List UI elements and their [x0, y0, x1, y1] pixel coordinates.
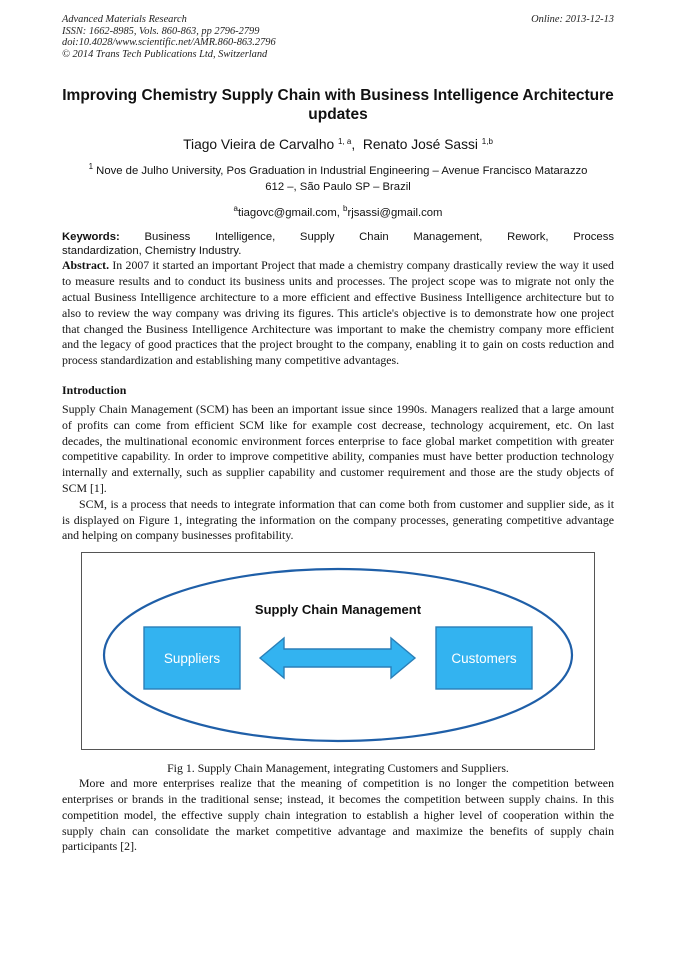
- author-2-affiliation-mark: 1,b: [481, 137, 493, 147]
- customers-label: Customers: [451, 651, 517, 667]
- figure-1-caption: Fig 1. Supply Chain Management, integrating Customers and Suppliers.: [167, 761, 509, 776]
- figure-title: Supply Chain Management: [254, 602, 422, 618]
- author-separator: ,: [351, 137, 356, 153]
- keywords-block: [62, 231, 614, 258]
- online-date: Online: 2013-12-13: [531, 14, 614, 25]
- copyright-line: © 2014 Trans Tech Publications Ltd, Switzerland: [62, 48, 268, 60]
- abstract-label: Abstract.: [62, 258, 110, 273]
- abstract: [62, 258, 614, 369]
- email-mark-b: b: [343, 204, 348, 214]
- keywords-line-1: Business Intelligence, Supply Chain Management, Rework, Process: [144, 231, 615, 244]
- intro-paragraph-3: More and more enterprises realize that the meaning of competition is no longer the competition between enterprises or brands in the traditional sense; instead, it becomes the competition between supply chains. In this competition model, the effective supply chain integration to establish a higher level of cooperation within the supply chain can consolidate the market competitive advantage and maximize the benefits of supply chain participants [2].: [62, 776, 614, 854]
- section-heading-introduction: Introduction: [62, 382, 127, 397]
- email-mark-a: a: [233, 204, 238, 214]
- keywords-line-2: standardization, Chemistry Industry.: [62, 244, 242, 257]
- author-2: Renato José Sassi: [362, 137, 478, 153]
- scm-diagram: [82, 553, 594, 749]
- suppliers-label: Suppliers: [163, 651, 221, 667]
- issn-line: ISSN: 1662-8985, Vols. 860-863, pp 2796-2799: [62, 25, 260, 37]
- affiliation: [62, 159, 614, 195]
- email-2[interactable]: rjsassi@gmail.com: [347, 207, 443, 220]
- affiliation-line-1: Nove de Julho University, Pos Graduation in Industrial Engineering – Avenue Francisco Matarazzo: [96, 165, 588, 178]
- intro-paragraph-1: Supply Chain Management (SCM) has been an important issue since 1990s. Managers realized that a large amount of profits can come from efficient SCM like for example cost decrease, technology acquirement, etc. On last decades, the multinational economic environment forces enterprise to face global market competition with greater competitive capability. In order to improve competitive ability, companies must have better production technology internally and externally, such as supplier capability and customer requirement and those are the study objects of SCM [1].: [62, 401, 614, 495]
- keywords-label: Keywords:: [62, 231, 120, 244]
- author-1-affiliation-mark: 1, a: [338, 137, 352, 147]
- doi-line: doi:10.4028/www.scientific.net/AMR.860-863.2796: [62, 37, 276, 49]
- journal-name: Advanced Materials Research: [62, 14, 187, 25]
- figure-1: [81, 552, 595, 750]
- affiliation-number: 1: [88, 162, 94, 172]
- email-1[interactable]: tiagovc@gmail.com,: [238, 207, 340, 220]
- author-line: [62, 133, 614, 153]
- intro-paragraph-2: SCM, is a process that needs to integrate information that can come both from customer and supplier side, as it is displayed on Figure 1, integrating the information on the company processes, generating competitive advantage and helping on company businesses profitability.: [62, 496, 614, 543]
- journal-header: [62, 14, 614, 60]
- abstract-text: In 2007 it started an important Project that made a chemistry company drastically review the way it used to measure results and to conduct its business units and processes. The project scope was to migrate not only the actual Business Intelligence architecture to a more efficient and effective Business Intelligence architecture but to also to review the way company was driving its figures. This article's objective is to demonstrate how one project that changed the Business Intelligence Architecture was important to make the chemistry company more efficient and the legacy of good practices that the project brought to the company, enabling it to gain on costs reduction and process standardization and establishing many competitive advantages.: [62, 258, 614, 368]
- author-1: Tiago Vieira de Carvalho: [183, 137, 335, 153]
- paper-page: [62, 14, 614, 855]
- paper-title: Improving Chemistry Supply Chain with Business Intelligence Architecture updates: [62, 87, 614, 124]
- affiliation-line-2: 612 –, São Paulo SP – Brazil: [265, 180, 411, 193]
- author-emails: [62, 201, 614, 221]
